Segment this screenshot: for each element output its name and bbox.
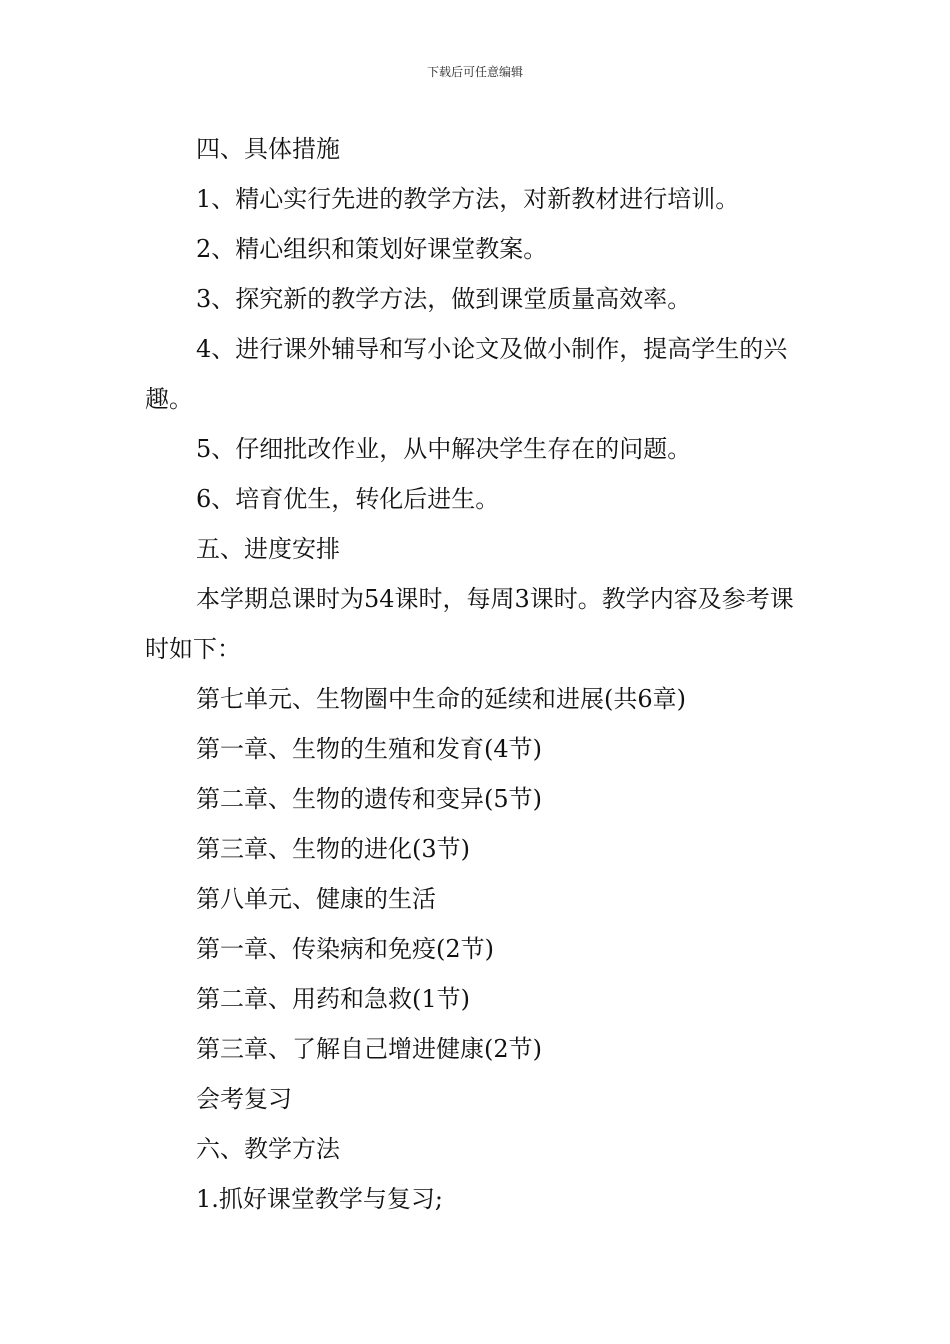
section-heading-methods: 六、教学方法 <box>196 1135 340 1163</box>
chapter-item: 第三章、生物的进化(3节) <box>196 835 470 863</box>
section-heading-measures: 四、具体措施 <box>196 135 340 163</box>
chapter-item: 第二章、生物的遗传和变异(5节) <box>196 785 542 813</box>
list-item: 5、仔细批改作业，从中解决学生存在的问题。 <box>196 435 692 463</box>
review-item: 会考复习 <box>196 1085 292 1113</box>
list-item: 1.抓好课堂教学与复习; <box>196 1185 443 1213</box>
list-item: 2、精心组织和策划好课堂教案。 <box>196 235 548 263</box>
section-heading-schedule: 五、进度安排 <box>196 535 340 563</box>
page-header: 下载后可任意编辑 <box>426 65 523 79</box>
list-item: 4、进行课外辅导和写小论文及做小制作，提高学生的兴趣。 <box>145 335 788 413</box>
chapter-item: 第二章、用药和急救(1节) <box>196 985 470 1013</box>
chapter-item: 第一章、生物的生殖和发育(4节) <box>196 735 542 763</box>
schedule-summary: 本学期总课时为54课时，每周3课时。教学内容及参考课时如下： <box>145 585 794 663</box>
list-item: 1、精心实行先进的教学方法，对新教材进行培训。 <box>196 185 740 213</box>
list-item: 3、探究新的教学方法，做到课堂质量高效率。 <box>196 285 692 313</box>
unit-heading: 第七单元、生物圈中生命的延续和进展(共6章) <box>196 685 686 713</box>
document-body <box>145 124 815 1224</box>
unit-heading: 第八单元、健康的生活 <box>196 885 436 913</box>
chapter-item: 第三章、了解自己增进健康(2节) <box>196 1035 542 1063</box>
list-item: 6、培育优生，转化后进生。 <box>196 485 500 513</box>
chapter-item: 第一章、传染病和免疫(2节) <box>196 935 494 963</box>
